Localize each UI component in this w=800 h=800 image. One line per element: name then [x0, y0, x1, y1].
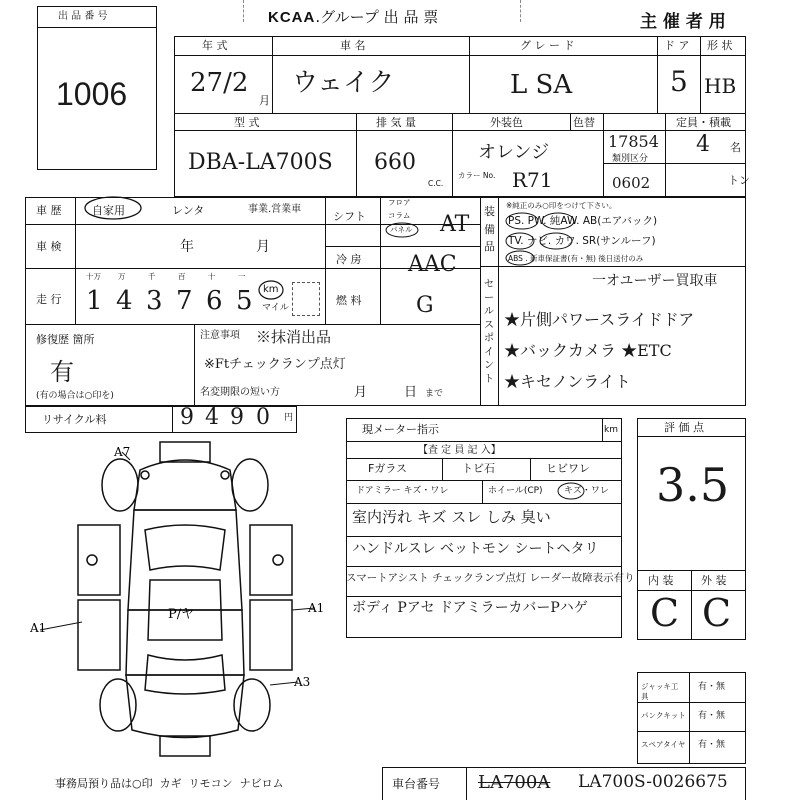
lot-number-label: 出 品 番 号: [58, 11, 108, 22]
sales-point-3: ★キセノンライト: [504, 372, 631, 391]
inspector-comment-1: 室内汚れ キズ スレ しみ 臭い: [352, 508, 551, 526]
selection-circle: [82, 193, 144, 223]
capacity-value: 4: [696, 132, 710, 157]
equipment-line-3: ABS . 新車保証書(有・無) 後日送付のみ: [508, 254, 644, 263]
diagram-mark: A7: [114, 445, 131, 459]
equipment-line-2: TV. ナビ. カワ. SR(サンルーフ): [508, 235, 656, 247]
sales-point-2: ★バックカメラ ★ETC: [504, 341, 672, 360]
color-number-value: R71: [512, 168, 553, 192]
sheet-title: KCAA.グループ 出 品 票: [268, 8, 439, 26]
notes-line-1: ※抹消出品: [256, 328, 332, 346]
equipment-line-1: PS. PW. 純AW. AB(エアバック): [508, 215, 658, 227]
displacement-value: 660: [374, 150, 416, 175]
car-diagram: [30, 440, 340, 760]
car-name-value: ウェイク: [292, 68, 395, 98]
diagram-mark: A1: [308, 601, 325, 615]
sales-point-1: ★片側パワースライドドア: [504, 310, 695, 329]
fuel-value: G: [416, 293, 434, 318]
organizer-label: 主 催 者 用: [640, 12, 726, 32]
exterior-score: C: [702, 591, 732, 635]
lot-number: 1006: [56, 76, 128, 112]
equipment-handwritten: 一オユーザー買取車: [592, 273, 718, 289]
year-value: 27/2: [190, 68, 249, 98]
mileage-unit-km: km: [263, 284, 279, 295]
equipment-circles: [498, 206, 746, 266]
grade-value: L SA: [510, 70, 573, 100]
diagram-mark: P/ヤ: [168, 607, 195, 622]
overall-score: 3.5: [656, 458, 730, 512]
color-value: オレンジ: [478, 142, 550, 163]
history-private: 自家用: [92, 204, 125, 217]
km-circle: [257, 279, 285, 301]
aircon-value: AAC: [408, 252, 457, 277]
panel-circle: [384, 221, 420, 239]
shift-value: AT: [440, 212, 470, 237]
inspector-comment-2: ハンドルスレ ベットモン シートヘタリ: [352, 541, 599, 557]
diagram-mark: A3: [294, 675, 311, 689]
inspector-comment-4: ボディ Pアセ ドアミラーカバーPハゲ: [352, 600, 588, 616]
diagram-mark: A1: [30, 621, 47, 635]
shape-value: HB: [704, 74, 737, 98]
history-business: 事業.営業車: [248, 204, 302, 215]
brand-logo: KCAA: [268, 9, 316, 26]
notes-line-2: ※Ftチェックランプ点灯: [204, 357, 346, 372]
chassis-struck: LA700A: [478, 772, 551, 793]
interior-score: C: [650, 591, 680, 635]
class-value: 0602: [612, 174, 651, 192]
history-rental: レンタ: [172, 204, 205, 217]
class-number-value: 17854: [608, 132, 659, 151]
mileage-digits: 十万 万 千 百 十 一 1 4 3 7 6 5: [86, 272, 253, 316]
doors-value: 5: [670, 65, 688, 98]
repair-value: 有: [50, 358, 74, 386]
inspector-comment-3: スマートアシスト チェックランプ点灯 レーダー故障表示有り: [346, 572, 635, 584]
chassis-number: LA700S-0026675: [578, 772, 728, 792]
model-value: DBA-LA700S: [188, 150, 333, 175]
wheel-damage-circle: [556, 481, 586, 501]
office-note: 事務局預り品は○印 カギ リモコン ナビロム: [55, 777, 284, 790]
